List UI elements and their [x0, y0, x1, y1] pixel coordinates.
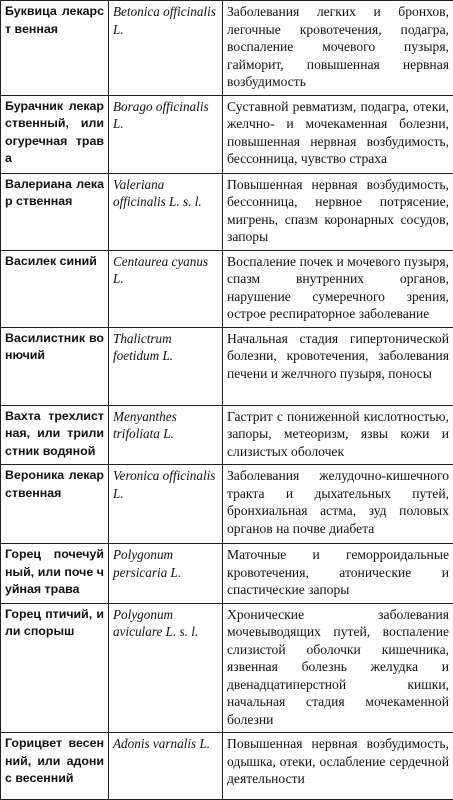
medical-uses: Повышенная нервная возбудимость, бессонница, нервное потрясение, мигрень, спазм коронарных сосудов, запоры: [223, 173, 453, 250]
table-row: [1, 465, 453, 544]
plant-name: Вахта трехлист ная, или трили стник водяной: [1, 405, 109, 465]
latin-name: Menyanthes trifoliata L.: [109, 405, 223, 465]
table-row: [1, 733, 453, 800]
plant-name: Бурачник лекар ственный, или огуречная трава: [1, 95, 109, 173]
medical-uses: Повышенная нервная возбудимость, одышка, отеки, ослабление сердечной деятельности: [223, 733, 453, 800]
latin-name: Adonis varnalis L.: [109, 733, 223, 800]
plant-name: Валериана лекар ственная: [1, 173, 109, 250]
table-row: [1, 544, 453, 604]
table-row: [1, 250, 453, 327]
plant-name: Вероника лекар ственная: [1, 465, 109, 544]
medical-uses: Заболевания желудочно-кишечного тракта и дыхательных путей, бронхиальная астма, зуд половых органов на почве диабета: [223, 465, 453, 544]
medical-uses: Воспаление почек и мочевого пузыря, спазм внутренних органов, нарушение сумеречного зрения, острое респираторное заболевание: [223, 250, 453, 327]
plant-name: Василистник во нючий: [1, 327, 109, 405]
latin-name: Polygonum persicaria L.: [109, 544, 223, 604]
medical-uses: Заболевания легких и бронхов, легочные кровотечения, подагра, воспаление мочевого пузыря, гайморит, повышенная нервная возбудимость: [223, 1, 453, 96]
latin-name: Valeriana officinalis L. s. l.: [109, 173, 223, 250]
table-row: [1, 327, 453, 405]
medical-uses: Начальная стадия гипертонической болезни, кровотечения, заболевания печени и желчного пузыря, поносы: [223, 327, 453, 405]
plant-name: Горец почечуй ный, или поче чуйная трава: [1, 544, 109, 604]
table-row: [1, 603, 453, 733]
table-row: [1, 173, 453, 250]
plant-name: Горицвет весен ний, или адонис весенний: [1, 733, 109, 800]
latin-name: Betonica officinalis L.: [109, 1, 223, 96]
latin-name: Veronica officinalis L.: [109, 465, 223, 544]
latin-name: Thalictrum foetidum L.: [109, 327, 223, 405]
medical-uses: Хронические заболевания мочевыводящих путей, воспаление слизистой оболочки кишечника, язвенная болезнь желудка и двенадцатиперстной кишки, начальная стадия мочекаменной болезни: [223, 603, 453, 733]
table-row: [1, 95, 453, 173]
table-row: [1, 1, 453, 96]
plant-name: Горец птичий, или спорыш: [1, 603, 109, 733]
latin-name: Polygonum aviculare L. s. l.: [109, 603, 223, 733]
latin-name: Centaurea cyanus L.: [109, 250, 223, 327]
medical-uses: Суставной ревматизм, подагра, отеки, желчно- и мочекаменная болезни, повышенная нервная возбудимость, бессонница, чувство страха: [223, 95, 453, 173]
medical-uses: Гастрит с пониженной кислотностью, запоры, метеоризм, язвы кожи и слизистых оболочек: [223, 405, 453, 465]
plant-name: Буквица лекарст венная: [1, 1, 109, 96]
latin-name: Borago officinalis L.: [109, 95, 223, 173]
table-row: [1, 405, 453, 465]
plant-name: Василек синий: [1, 250, 109, 327]
medical-uses: Маточные и геморроидальные кровотечения, атонические и спастические запоры: [223, 544, 453, 604]
